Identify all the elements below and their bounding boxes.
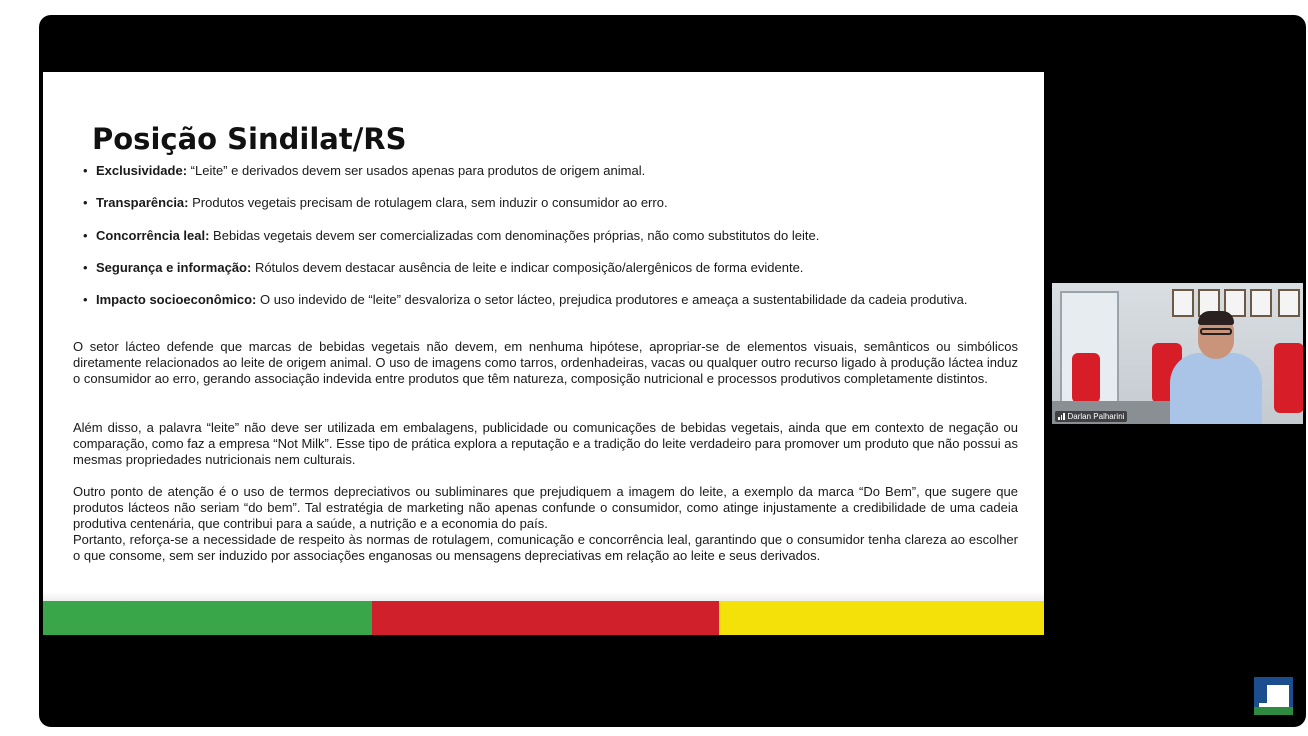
color-bar-green: [43, 601, 372, 635]
bullet-item: • Segurança e informação: Rótulos devem destacar ausência de leite e indicar composição/alergênicos de forma evidente.: [79, 260, 1019, 276]
participant-name-tag: [1055, 411, 1127, 422]
channel-logo-icon: [1254, 677, 1293, 715]
paragraph: Além disso, a palavra “leite” não deve ser utilizada em embalagens, publicidade ou comunicações de bebidas vegetais, ainda que em contexto de negação ou comparação, como faz a empresa “Not Milk”. Esse tipo de prática explora a reputação e a tradição do leite verdadeiro para promover um produto que não possui as mesmas propriedades nutricionais nem culturais.: [73, 420, 1018, 467]
paragraph: Outro ponto de atenção é o uso de termos depreciativos ou subliminares que prejudiquem a imagem do leite, a exemplo da marca “Do Bem”, que sugere que produtos lácteos não seriam “do bem”. Tal estratégia de marketing não apenas confunde o consumidor, como atinge injustamente a credibilidade de uma cadeia produtiva centenária, que contribui para a saúde, a nutrição e a economia do país.: [73, 484, 1018, 531]
color-bar-yellow: [719, 601, 1044, 635]
presentation-slide: [43, 72, 1044, 635]
paragraph: Portanto, reforça-se a necessidade de respeito às normas de rotulagem, comunicação e concorrência leal, garantindo que o consumidor tenha clareza ao escolher o que consome, sem ser induzido por associações enganosas ou mensagens depreciativas em relação ao leite e seus derivados.: [73, 532, 1018, 563]
participant-figure: [1170, 353, 1262, 424]
signal-bars-icon: [1058, 413, 1065, 420]
bullet-item: • Impacto socioeconômico: O uso indevido de “leite” desvaloriza o setor lácteo, prejudica produtores e ameaça a sustentabilidade da cadeia produtiva.: [79, 292, 1019, 308]
slide-title: Posição Sindilat/RS: [92, 122, 407, 156]
video-player[interactable]: [39, 15, 1306, 727]
body-text: [73, 484, 1018, 564]
participant-name: Darlan Palharini: [1067, 412, 1125, 421]
bullet-item: • Transparência: Produtos vegetais precisam de rotulagem clara, sem induzir o consumidor ao erro.: [79, 195, 1019, 211]
participant-video-tile[interactable]: [1052, 283, 1303, 424]
bullet-item: • Exclusividade: “Leite” e derivados devem ser usados apenas para produtos de origem animal.: [79, 163, 1019, 179]
paragraph: O setor lácteo defende que marcas de bebidas vegetais não devem, em nenhuma hipótese, apropriar-se de elementos visuais, semânticos ou simbólicos diretamente relacionados ao leite de origem animal. O uso de imagens como tarros, ordenhadeiras, vacas ou qualquer outro recurso ligado à produção láctea induz o consumidor ao erro, gerando associação indevida entre produtos que têm natureza, composição nutricional e processos produtivos completamente distintos.: [73, 339, 1018, 386]
color-bar-red: [372, 601, 719, 635]
body-text: [73, 339, 1018, 387]
body-text: [73, 420, 1018, 468]
bullet-item: • Concorrência leal: Bebidas vegetais devem ser comercializadas com denominações próprias, não como substitutos do leite.: [79, 228, 1019, 244]
